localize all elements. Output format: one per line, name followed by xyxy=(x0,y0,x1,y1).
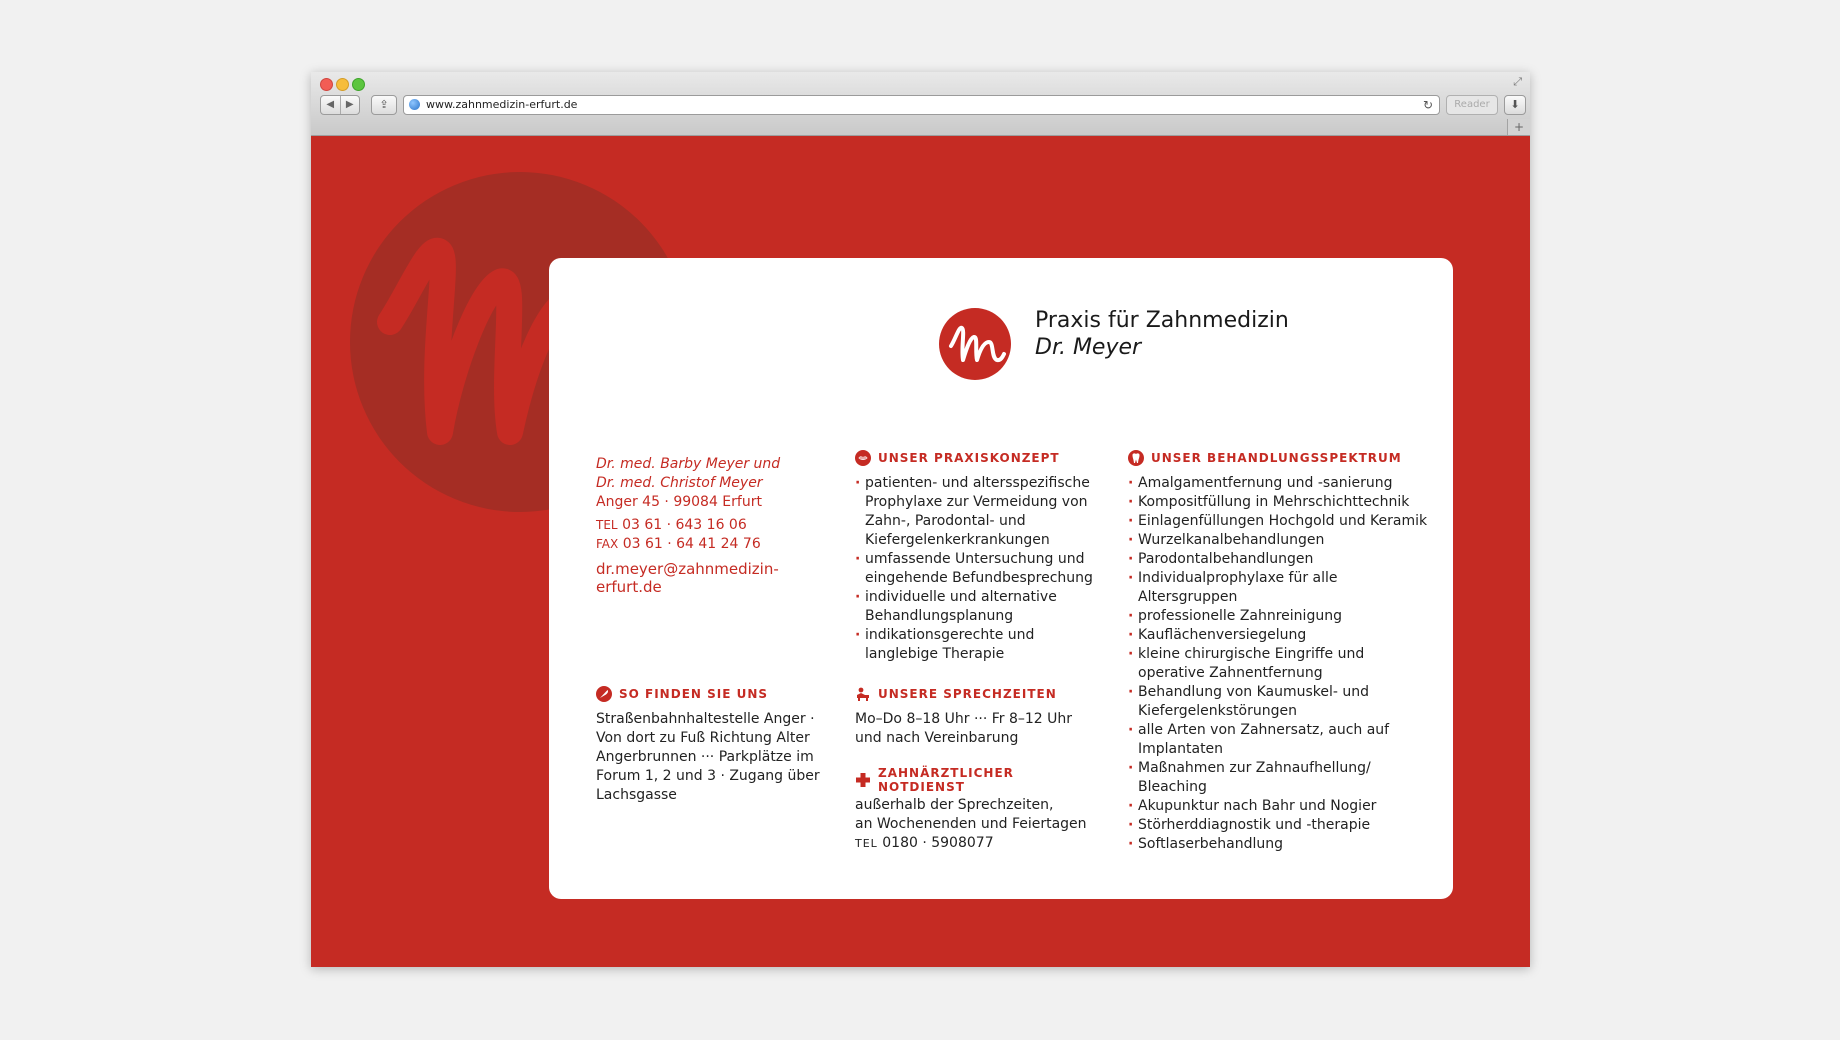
finden-heading xyxy=(596,686,836,702)
list-item: · indikationsgerechte und langlebige Therapie xyxy=(855,626,1105,664)
list-item: · Individualprophylaxe für alle Altersgruppen xyxy=(1128,569,1428,607)
red-cross-icon xyxy=(855,772,871,788)
finden-section xyxy=(596,686,836,805)
notdienst-title: ZAHNÄRZTLICHER NOTDIENST xyxy=(878,766,1014,794)
new-tab-button[interactable]: + xyxy=(1507,119,1530,135)
phone-line xyxy=(596,516,836,535)
url-text[interactable]: www.zahnmedizin-erfurt.de xyxy=(426,98,578,111)
minimize-window-button[interactable] xyxy=(336,78,349,91)
list-item: · Akupunktur nach Bahr und Nogier xyxy=(1128,797,1428,816)
behandlungsspektrum-list xyxy=(1128,474,1428,854)
list-item: · alle Arten von Zahnersatz, auch auf Implantaten xyxy=(1128,721,1428,759)
address: Anger 45 · 99084 Erfurt xyxy=(596,494,762,510)
logo-subtitle: Dr. Meyer xyxy=(1035,335,1142,360)
behandlungsspektrum-title: UNSER BEHANDLUNGSSPEKTRUM xyxy=(1151,451,1402,465)
back-forward-buttons xyxy=(320,95,360,115)
finden-text: Straßenbahnhaltestelle Anger · Von dort zu Fuß Richtung Alter Angerbrunnen ··· Parkplätze im Forum 1, 2 und 3 · Zugang über Lachsgasse xyxy=(596,711,820,803)
list-item: · Amalgamentfernung und -sanierung xyxy=(1128,474,1428,493)
list-item: · Maßnahmen zur Zahnaufhellung/ Bleaching xyxy=(1128,759,1428,797)
praxiskonzept-title: UNSER PRAXISKONZEPT xyxy=(878,451,1060,465)
tooth-icon xyxy=(1128,450,1144,466)
sprechzeiten-text xyxy=(855,710,1105,748)
notdienst-section xyxy=(855,766,1105,853)
doctor-name-1: Dr. med. Barby Meyer und xyxy=(596,456,781,472)
sprechzeiten-line1: Mo–Do 8–18 Uhr ··· Fr 8–12 Uhr xyxy=(855,711,1073,727)
phone-number[interactable]: 03 61 · 643 16 06 xyxy=(622,517,747,533)
behandlungsspektrum-section xyxy=(1128,450,1428,854)
praxiskonzept-heading xyxy=(855,450,1105,466)
zoom-window-button[interactable] xyxy=(352,78,365,91)
browser-toolbar xyxy=(311,72,1530,136)
list-item: · professionelle Zahnreinigung xyxy=(1128,607,1428,626)
sprechzeiten-line2: und nach Vereinbarung xyxy=(855,730,1019,746)
notdienst-text xyxy=(855,796,1105,853)
notdienst-heading xyxy=(855,766,1105,794)
email-link[interactable]: dr.meyer@zahnmedizin-erfurt.de xyxy=(596,560,779,596)
downloads-button[interactable]: ⬇ xyxy=(1504,95,1526,115)
back-button[interactable]: ◀ xyxy=(321,96,341,114)
forward-button[interactable]: ▶ xyxy=(345,99,354,110)
logo-title: Praxis für Zahnmedizin xyxy=(1035,308,1289,333)
notdienst-tel-label: TEL xyxy=(855,837,878,850)
list-item: · Softlaserbehandlung xyxy=(1128,835,1428,854)
list-item: · patienten- und altersspezifische Prophylaxe zur Vermeidung von Zahn-, Parodontal- und Kiefergelenkerkrankungen xyxy=(855,474,1105,550)
lips-icon xyxy=(855,450,871,466)
list-item: · Kauflächenversiegelung xyxy=(1128,626,1428,645)
address-bar[interactable] xyxy=(403,95,1440,115)
browser-window xyxy=(311,72,1530,967)
list-item: · Störherddiagnostik und -therapie xyxy=(1128,816,1428,835)
reader-button[interactable]: Reader xyxy=(1446,95,1498,115)
notdienst-line1: außerhalb der Sprechzeiten, xyxy=(855,797,1054,813)
pin-icon xyxy=(596,686,612,702)
sprechzeiten-title: UNSERE SPRECHZEITEN xyxy=(878,687,1057,701)
fax-line xyxy=(596,535,836,554)
list-item: · umfassende Untersuchung und eingehende Befundbesprechung xyxy=(855,550,1105,588)
list-item: · Kompositfüllung in Mehrschichttechnik xyxy=(1128,493,1428,512)
tel-label: TEL xyxy=(596,518,618,532)
list-item: · kleine chirurgische Eingriffe und operative Zahnentfernung xyxy=(1128,645,1428,683)
list-item: · individuelle und alternative Behandlungsplanung xyxy=(855,588,1105,626)
share-button[interactable]: ⇪ xyxy=(371,95,397,115)
fullscreen-icon[interactable]: ⤢ xyxy=(1513,75,1522,88)
notdienst-phone-line xyxy=(855,834,1105,853)
list-item: · Behandlung von Kaumuskel- und Kiefergelenkstörungen xyxy=(1128,683,1428,721)
praxiskonzept-section xyxy=(855,450,1105,664)
contact-block xyxy=(596,455,836,596)
sprechzeiten-section xyxy=(855,686,1105,748)
notdienst-line2: an Wochenenden und Feiertagen xyxy=(855,816,1087,832)
doctor-name-2: Dr. med. Christof Meyer xyxy=(596,475,763,491)
list-item: · Parodontalbehandlungen xyxy=(1128,550,1428,569)
close-window-button[interactable] xyxy=(320,78,333,91)
list-item: · Einlagenfüllungen Hochgold und Keramik xyxy=(1128,512,1428,531)
dentist-chair-icon xyxy=(855,686,871,702)
sprechzeiten-heading xyxy=(855,686,1105,702)
list-item: · Wurzelkanalbehandlungen xyxy=(1128,531,1428,550)
content-card xyxy=(549,258,1453,899)
praxis-logo-icon xyxy=(939,308,1011,380)
finden-title: SO FINDEN SIE UNS xyxy=(619,687,769,701)
reload-icon[interactable]: ↻ xyxy=(1422,98,1433,112)
behandlungsspektrum-heading xyxy=(1128,450,1428,466)
fax-number: 03 61 · 64 41 24 76 xyxy=(622,536,761,552)
fax-label: FAX xyxy=(596,537,619,551)
praxiskonzept-list xyxy=(855,474,1105,664)
globe-icon xyxy=(409,99,420,110)
notdienst-phone[interactable]: 0180 · 5908077 xyxy=(882,835,994,851)
